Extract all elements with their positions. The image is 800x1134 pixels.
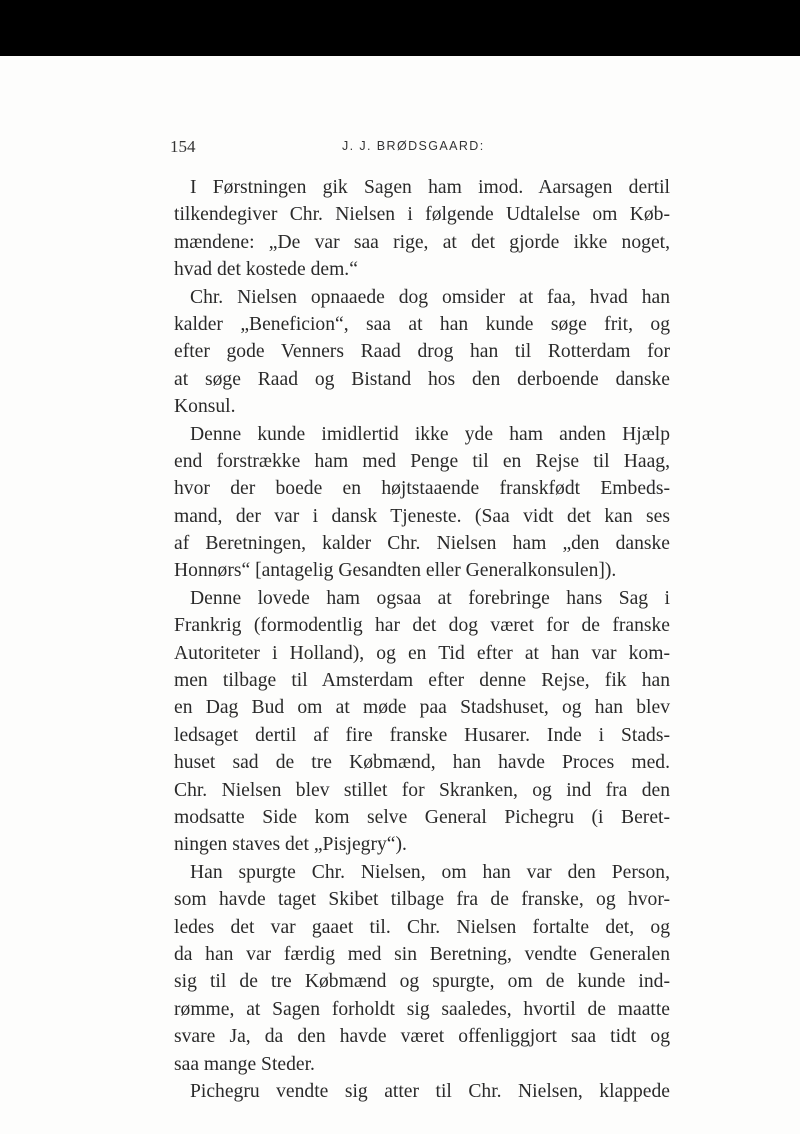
text-line: kalder „Beneficion“, saa at han kunde søge frit, og bbox=[174, 313, 670, 335]
text-line: at søge Raad og Bistand hos den derboende danske bbox=[174, 368, 670, 390]
text-line: hvad det kostede dem.“ bbox=[174, 259, 358, 281]
text-line: af Beretningen, kalder Chr. Nielsen ham „den danske bbox=[174, 533, 670, 555]
text-line: huset sad de tre Købmænd, han havde Proces med. bbox=[174, 752, 670, 774]
body-text bbox=[174, 174, 670, 1105]
text-line: da han var færdig med sin Beretning, vendte Generalen bbox=[174, 943, 670, 965]
text-line: ningen staves det „Pisjegry“). bbox=[174, 834, 407, 856]
text-line: Han spurgte Chr. Nielsen, om han var den Person, bbox=[190, 861, 670, 883]
text-line: modsatte Side kom selve General Pichegru (i Beret- bbox=[174, 806, 670, 828]
text-line: tilkendegiver Chr. Nielsen i følgende Udtalelse om Køb- bbox=[174, 204, 670, 226]
text-line: som havde taget Skibet tilbage fra de franske, og hvor- bbox=[174, 889, 670, 911]
text-line: Denne lovede ham ogsaa at forebringe hans Sag i bbox=[190, 587, 670, 609]
text-line: I Førstningen gik Sagen ham imod. Aarsagen dertil bbox=[190, 177, 670, 198]
text-line: Konsul. bbox=[174, 396, 236, 418]
text-line: Frankrig (formodentlig har det dog været for de franske bbox=[174, 615, 670, 637]
text-line: svare Ja, da den havde været offenliggjort saa tidt og bbox=[174, 1026, 670, 1048]
text-line: Chr. Nielsen blev stillet for Skranken, og ind fra den bbox=[174, 779, 670, 801]
text-line: ledes det var gaaet til. Chr. Nielsen fortalte det, og bbox=[174, 916, 670, 938]
scanner-black-border bbox=[0, 0, 800, 56]
text-line: Denne kunde imidlertid ikke yde ham anden Hjælp bbox=[190, 423, 670, 445]
text-line: efter gode Venners Raad drog han til Rotterdam for bbox=[174, 341, 670, 363]
text-line: en Dag Bud om at møde paa Stadshuset, og han blev bbox=[174, 697, 670, 719]
text-line: end forstrække ham med Penge til en Rejse til Haag, bbox=[174, 450, 670, 472]
text-line: Honnørs“ [antagelig Gesandten eller Generalkonsulen]). bbox=[174, 560, 617, 582]
text-line: rømme, at Sagen forholdt sig saaledes, hvortil de maatte bbox=[174, 998, 670, 1020]
text-line: ledsaget dertil af fire franske Husarer. Inde i Stads- bbox=[174, 724, 670, 746]
text-line: Chr. Nielsen opnaaede dog omsider at faa, hvad han bbox=[190, 286, 670, 308]
text-line: men tilbage til Amsterdam efter denne Rejse, fik han bbox=[174, 670, 670, 692]
text-line: Autoriteter i Holland), og en Tid efter at han var kom- bbox=[174, 642, 670, 664]
text-line: mand, der var i dansk Tjeneste. (Saa vidt det kan ses bbox=[174, 505, 670, 527]
text-line: saa mange Steder. bbox=[174, 1053, 315, 1075]
text-line: mændene: „De var saa rige, at det gjorde ikke noget, bbox=[174, 231, 670, 253]
text-line: Pichegru vendte sig atter til Chr. Nielsen, klappede bbox=[190, 1080, 670, 1102]
text-line: hvor der boede en højtstaaende franskfødt Embeds- bbox=[174, 478, 670, 500]
page-header bbox=[170, 137, 670, 159]
text-line: sig til de tre Købmænd og spurgte, om de kunde ind- bbox=[174, 971, 670, 993]
running-head: J. J. BRØDSGAARD: bbox=[342, 139, 485, 153]
page-number: 154 bbox=[170, 137, 196, 156]
